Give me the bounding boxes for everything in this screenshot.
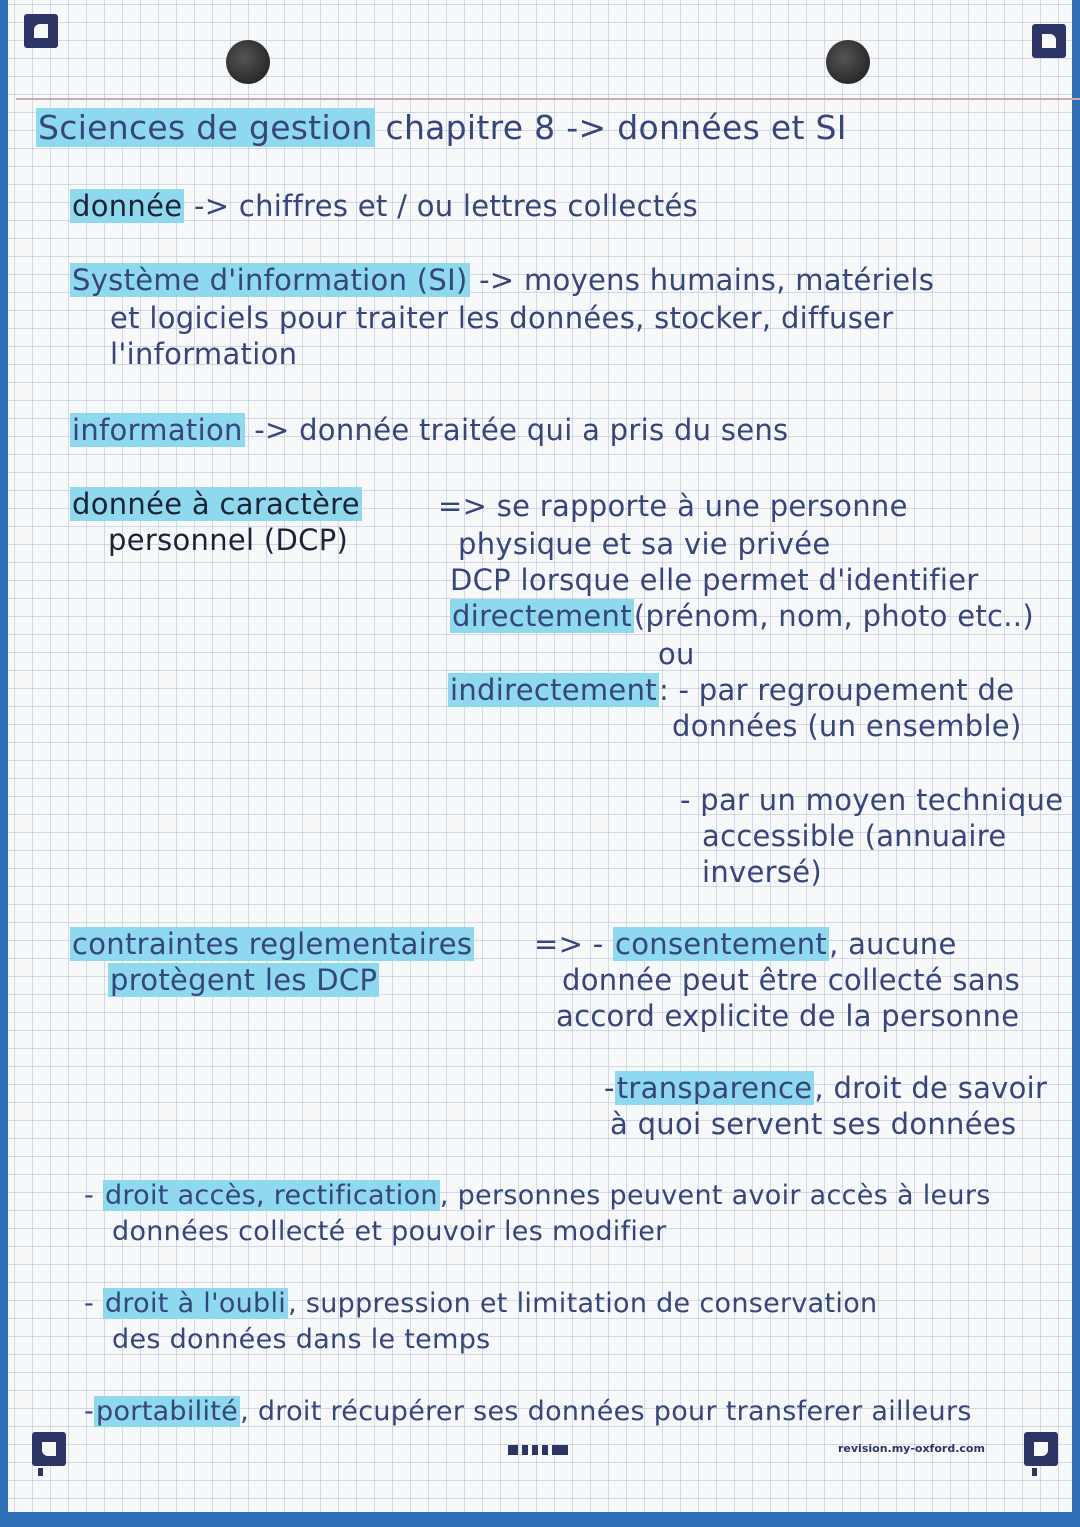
title-chapter: chapitre 8 bbox=[385, 108, 556, 147]
term: information bbox=[72, 413, 243, 447]
keyword: droit accès, rectification bbox=[104, 1180, 438, 1211]
dcp-text: accessible (annuaire bbox=[702, 819, 1007, 853]
keyword: directement bbox=[452, 599, 632, 633]
brand-logo-icon bbox=[508, 1440, 572, 1450]
dcp-text: DCP lorsque elle permet d'identifier bbox=[450, 563, 979, 597]
term: contraintes reglementaires bbox=[72, 927, 473, 961]
constraints-text: accord explicite de la personne bbox=[556, 999, 1020, 1033]
page-title bbox=[36, 110, 847, 146]
definition-donnee bbox=[70, 188, 698, 224]
right-text: données collecté et pouvoir les modifier bbox=[112, 1216, 667, 1247]
dcp-text: => se rapporte à une personne bbox=[438, 489, 908, 523]
keyword: indirectement bbox=[450, 673, 657, 707]
right-access: - droit accès, rectification, personnes peuvent avoir accès à leurs bbox=[84, 1180, 991, 1211]
footer-url: revision.my-oxford.com bbox=[838, 1442, 985, 1455]
term: donnée bbox=[72, 189, 183, 223]
consent-line: => - consentement, aucune bbox=[534, 927, 957, 961]
corner-mark-icon bbox=[32, 1432, 66, 1466]
dcp-indirect: indirectement: - par regroupement de bbox=[450, 673, 1015, 707]
title-subject: Sciences de gestion bbox=[38, 108, 373, 147]
dcp-text: données (un ensemble) bbox=[672, 709, 1022, 743]
corner-mark-icon bbox=[24, 14, 58, 48]
keyword: transparence bbox=[616, 1071, 813, 1105]
keyword: portabilité bbox=[96, 1396, 239, 1427]
definition-text: et logiciels pour traiter les données, stocker, diffuser bbox=[110, 301, 894, 335]
transparency-line: -transparence, droit de savoir bbox=[604, 1071, 1048, 1105]
corner-mark-icon bbox=[1024, 1432, 1058, 1466]
notebook-page bbox=[8, 0, 1072, 1512]
dcp-direct: directement(prénom, nom, photo etc..) bbox=[452, 599, 1034, 633]
dcp-text: physique et sa vie privée bbox=[458, 527, 831, 561]
term: Système d'information (SI) bbox=[72, 263, 468, 297]
corner-mark-icon bbox=[1032, 24, 1066, 58]
corner-tick bbox=[38, 1468, 43, 1476]
punch-hole bbox=[826, 40, 870, 84]
definition-text: -> donnée traitée qui a pris du sens bbox=[254, 413, 789, 447]
term: personnel (DCP) bbox=[108, 523, 349, 557]
keyword: consentement bbox=[615, 927, 828, 961]
constraints-text: donnée peut être collecté sans bbox=[562, 963, 1020, 997]
right-forget: - droit à l'oubli, suppression et limitation de conservation bbox=[84, 1288, 878, 1319]
corner-tick bbox=[1032, 1468, 1037, 1476]
term: protègent les DCP bbox=[110, 963, 378, 997]
keyword: droit à l'oubli bbox=[104, 1288, 287, 1319]
definition-si bbox=[70, 262, 934, 298]
dcp-term bbox=[70, 486, 362, 522]
definition-information bbox=[70, 412, 788, 448]
right-portability: -portabilité, droit récupérer ses données pour transferer ailleurs bbox=[84, 1396, 972, 1427]
definition-text: l'information bbox=[110, 337, 298, 371]
punch-hole bbox=[226, 40, 270, 84]
title-topic: -> données et SI bbox=[566, 108, 847, 147]
dcp-text: - par un moyen technique bbox=[680, 783, 1064, 817]
definition-text: -> chiffres et / ou lettres collectés bbox=[193, 189, 699, 223]
margin-line bbox=[16, 98, 1080, 100]
dcp-text: ou bbox=[658, 637, 695, 671]
constraints-term bbox=[70, 926, 474, 962]
constraints-term bbox=[108, 962, 379, 998]
definition-text: -> moyens humains, matériels bbox=[479, 263, 935, 297]
dcp-text: inversé) bbox=[702, 855, 823, 889]
right-text: des données dans le temps bbox=[112, 1324, 491, 1355]
constraints-text: à quoi servent ses données bbox=[610, 1107, 1017, 1141]
term: donnée à caractère bbox=[72, 487, 360, 521]
